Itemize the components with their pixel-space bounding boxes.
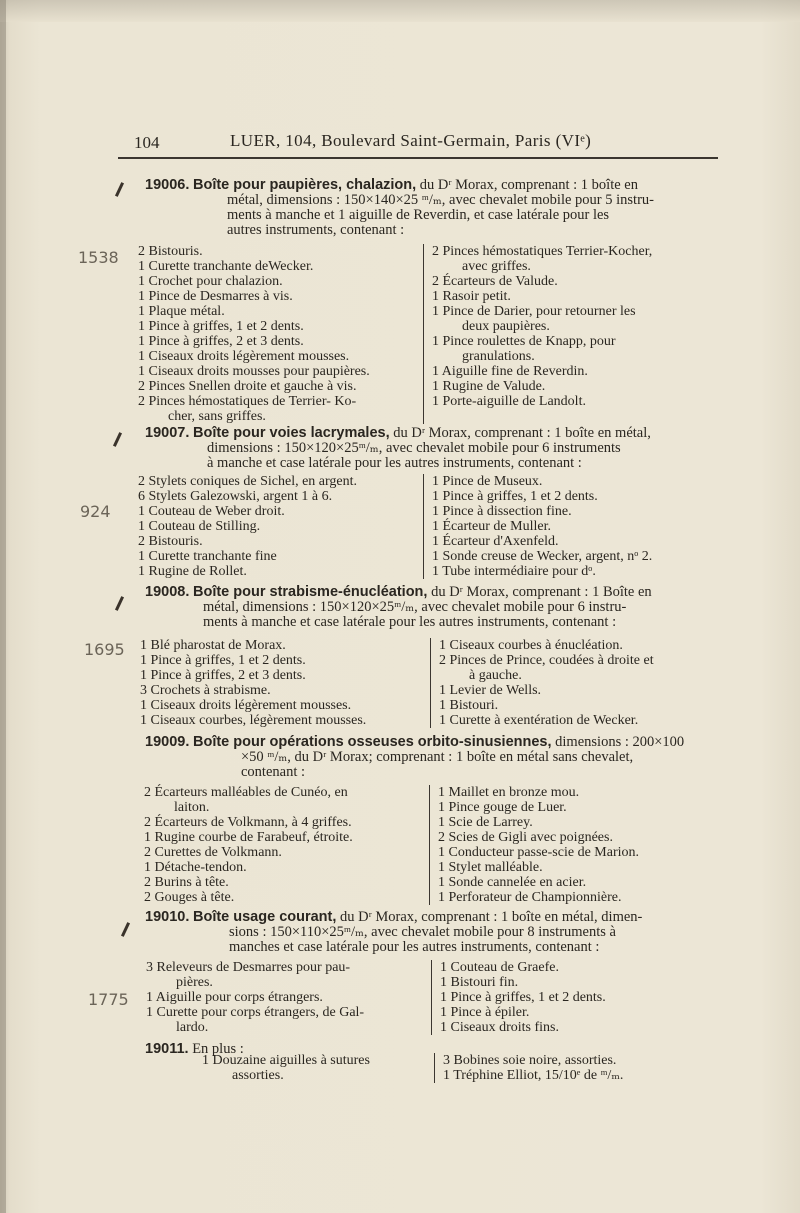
list-item: 1 Porte-aiguille de Landolt. [432,394,586,409]
list-item: 1 Pince à griffes, 1 et 2 dents. [140,653,306,668]
list-item: 2 Pinces hémostatiques de Terrier- Ko- [138,394,357,409]
list-item: 1 Blé pharostat de Morax. [140,638,286,653]
list-item: 1 Couteau de Weber droit. [138,504,285,519]
list-item: 1 Pince de Museux. [432,474,543,489]
margin-note: 1775 [88,990,129,1009]
list-item: 1 Scie de Larrey. [438,815,533,830]
header-rule [118,157,718,159]
right-column [430,638,729,728]
left-column [138,244,423,424]
entry-19006-contents [138,244,732,424]
list-item-continuation: pières. [176,975,213,990]
right-column [431,960,730,1035]
list-item-continuation: assorties. [232,1068,284,1083]
page-header [120,131,720,155]
entry-19008 [145,585,725,630]
list-item: 1 Perforateur de Championnière. [438,890,622,905]
list-item: 1 Pince de Desmarres à vis. [138,289,293,304]
header-address: LUER, 104, Boulevard Saint-Germain, Paris (VIᵉ) [230,131,592,150]
list-item: 1 Pince à griffes, 2 et 3 dents. [140,668,306,683]
left-column [202,1053,434,1083]
list-item: 1 Pince à griffes, 1 et 2 dents. [138,319,304,334]
entry-19007-contents [138,474,732,579]
entry-heading: 19006. Boîte pour paupières, chalazion, du Dʳ Morax, comprenant : 1 boîte en métal, dimensions : 150×140×25 ᵐ/ₘ, avec chevalet mobile pour 5 instru- ments à manche et 1 aiguille de Reverdin, et case latérale pour les autres instruments, contenant : [145,177,654,238]
list-item: 1 Pince à griffes, 2 et 3 dents. [138,334,304,349]
list-item: 1 Ciseaux courbes, légèrement mousses. [140,713,367,728]
list-item: 2 Stylets coniques de Sichel, en argent. [138,474,358,489]
list-item: 2 Bistouris. [138,244,203,259]
list-item: 2 Écarteurs de Valude. [432,274,558,289]
left-column [140,638,430,728]
list-item: 2 Gouges à tête. [144,890,235,905]
list-item: 1 Conducteur passe-scie de Marion. [438,845,639,860]
list-item: 1 Plaque métal. [138,304,225,319]
list-item: 1 Pince à dissection fine. [432,504,572,519]
list-item: 1 Bistouri. [439,698,499,713]
entry-19007 [145,426,725,471]
list-item: 1 Douzaine aiguilles à sutures [202,1053,370,1068]
list-item: 1 Écarteur d'Axenfeld. [432,534,559,549]
list-item: 2 Scies de Gigli avec poignées. [438,830,613,845]
list-item: 1 Rugine de Valude. [432,379,546,394]
entry-heading: 19009. Boîte pour opérations osseuses orbito-sinusiennes, dimensions : 200×100 ×50 ᵐ/ₘ, du Dʳ Morax; comprenant : 1 boîte en métal sans chevalet, contenant : [145,734,685,780]
entry-heading: 19010. Boîte usage courant, du Dʳ Morax, comprenant : 1 boîte en métal, dimen- sions : 150×110×25ᵐ/ₘ, avec chevalet mobile pour 8 instruments à manches et case latérale pour les autres instruments, contenant : [145,909,643,955]
list-item: 1 Pince à épiler. [440,1005,530,1020]
list-item: 2 Pinces de Prince, coudées à droite et [439,653,654,668]
list-item: 3 Releveurs de Desmarres pour pau- [146,960,351,975]
entry-19009-contents [144,785,728,905]
list-item: 1 Ciseaux droits légèrement mousses. [138,349,350,364]
left-column [146,960,431,1035]
margin-note: 1695 [84,640,125,659]
list-item: 1 Curette à exentération de Wecker. [439,713,639,728]
list-item: 1 Détache-tendon. [144,860,247,875]
list-item: 1 Levier de Wells. [439,683,542,698]
list-item: 1 Ciseaux droits fins. [440,1020,559,1035]
list-item: 1 Maillet en bronze mou. [438,785,580,800]
list-item: 1 Rasoir petit. [432,289,511,304]
entry-heading: 19011. En plus : [145,1041,244,1057]
check-mark-icon [115,596,124,611]
list-item: 1 Aiguille fine de Reverdin. [432,364,588,379]
list-item: 1 Pince roulettes de Knapp, pour [432,334,616,349]
list-item: 2 Pinces hémostatiques Terrier-Kocher, [432,244,653,259]
entry-19009 [145,735,725,780]
page-number: 104 [134,133,160,152]
check-mark-icon [121,922,130,937]
right-column [423,474,732,579]
page-edge-shadow [0,0,800,22]
list-item: 6 Stylets Galezowski, argent 1 à 6. [138,489,333,504]
list-item: 1 Pince de Darier, pour retourner les [432,304,636,319]
binding-edge [0,0,6,1213]
entry-19011-contents [202,1053,733,1083]
entry-19010 [145,910,725,955]
list-item-continuation: lardo. [176,1020,209,1035]
left-column [138,474,423,579]
margin-note: 924 [80,502,111,521]
list-item: 1 Crochet pour chalazion. [138,274,283,289]
list-item: 1 Tube intermédiaire pour dᵒ. [432,564,596,579]
list-item: 1 Bistouri fin. [440,975,519,990]
right-column [429,785,728,905]
list-item: 2 Burins à tête. [144,875,229,890]
list-item: 1 Pince à griffes, 1 et 2 dents. [440,990,606,1005]
list-item: 1 Stylet malléable. [438,860,543,875]
list-item: 1 Pince à griffes, 1 et 2 dents. [432,489,598,504]
list-item: 2 Écarteurs malléables de Cunéo, en [144,785,348,800]
list-item-continuation: granulations. [462,349,535,364]
list-item: 2 Pinces Snellen droite et gauche à vis. [138,379,357,394]
list-item: 1 Ciseaux droits légèrement mousses. [140,698,352,713]
entry-19008-contents [140,638,729,728]
list-item-continuation: avec griffes. [462,259,531,274]
right-column [423,244,732,424]
left-column [144,785,429,905]
list-item: 1 Ciseaux courbes à énucléation. [439,638,623,653]
list-item-continuation: à gauche. [469,668,522,683]
entry-19006 [145,178,725,238]
list-item: 1 Ciseaux droits mousses pour paupières. [138,364,370,379]
list-item: 2 Bistouris. [138,534,203,549]
list-item: 3 Bobines soie noire, assorties. [443,1053,617,1068]
list-item: 1 Couteau de Stilling. [138,519,261,534]
check-mark-icon [113,432,122,447]
list-item: 1 Pince gouge de Luer. [438,800,567,815]
list-item: 2 Écarteurs de Volkmann, à 4 griffes. [144,815,352,830]
list-item: 1 Rugine de Rollet. [138,564,247,579]
list-item: 1 Écarteur de Muller. [432,519,551,534]
margin-note: 1538 [78,248,119,267]
entry-heading: 19007. Boîte pour voies lacrymales, du Dʳ Morax, comprenant : 1 boîte en métal, dimensions : 150×120×25ᵐ/ₘ, avec chevalet mobile pour 6 instruments à manche et case latérale pour les autres instruments, contenant : [145,425,651,471]
list-item: 1 Aiguille pour corps étrangers. [146,990,323,1005]
list-item: 3 Crochets à strabisme. [140,683,271,698]
list-item: 1 Curette tranchante deWecker. [138,259,314,274]
list-item: 1 Sonde creuse de Wecker, argent, nᵒ 2. [432,549,653,564]
check-mark-icon [115,182,124,197]
entry-heading: 19008. Boîte pour strabisme-énucléation, du Dʳ Morax, comprenant : 1 Boîte en métal, dimensions : 150×120×25ᵐ/ₘ, avec chevalet mobile pour 6 instru- ments à manche et case latérale pour les autres instruments, contenant : [145,584,652,630]
list-item: 1 Rugine courbe de Farabeuf, étroite. [144,830,353,845]
list-item: 1 Sonde cannelée en acier. [438,875,587,890]
list-item: 2 Curettes de Volkmann. [144,845,282,860]
list-item: 1 Tréphine Elliot, 15/10ᵉ de ᵐ/ₘ. [443,1068,624,1083]
entry-19010-contents [146,960,730,1035]
list-item: 1 Couteau de Graefe. [440,960,559,975]
list-item: 1 Curette tranchante fine [138,549,277,564]
right-column [434,1053,733,1083]
list-item-continuation: laiton. [174,800,210,815]
list-item: 1 Curette pour corps étrangers, de Gal- [146,1005,365,1020]
list-item-continuation: cher, sans griffes. [168,409,266,424]
list-item-continuation: deux paupières. [462,319,550,334]
